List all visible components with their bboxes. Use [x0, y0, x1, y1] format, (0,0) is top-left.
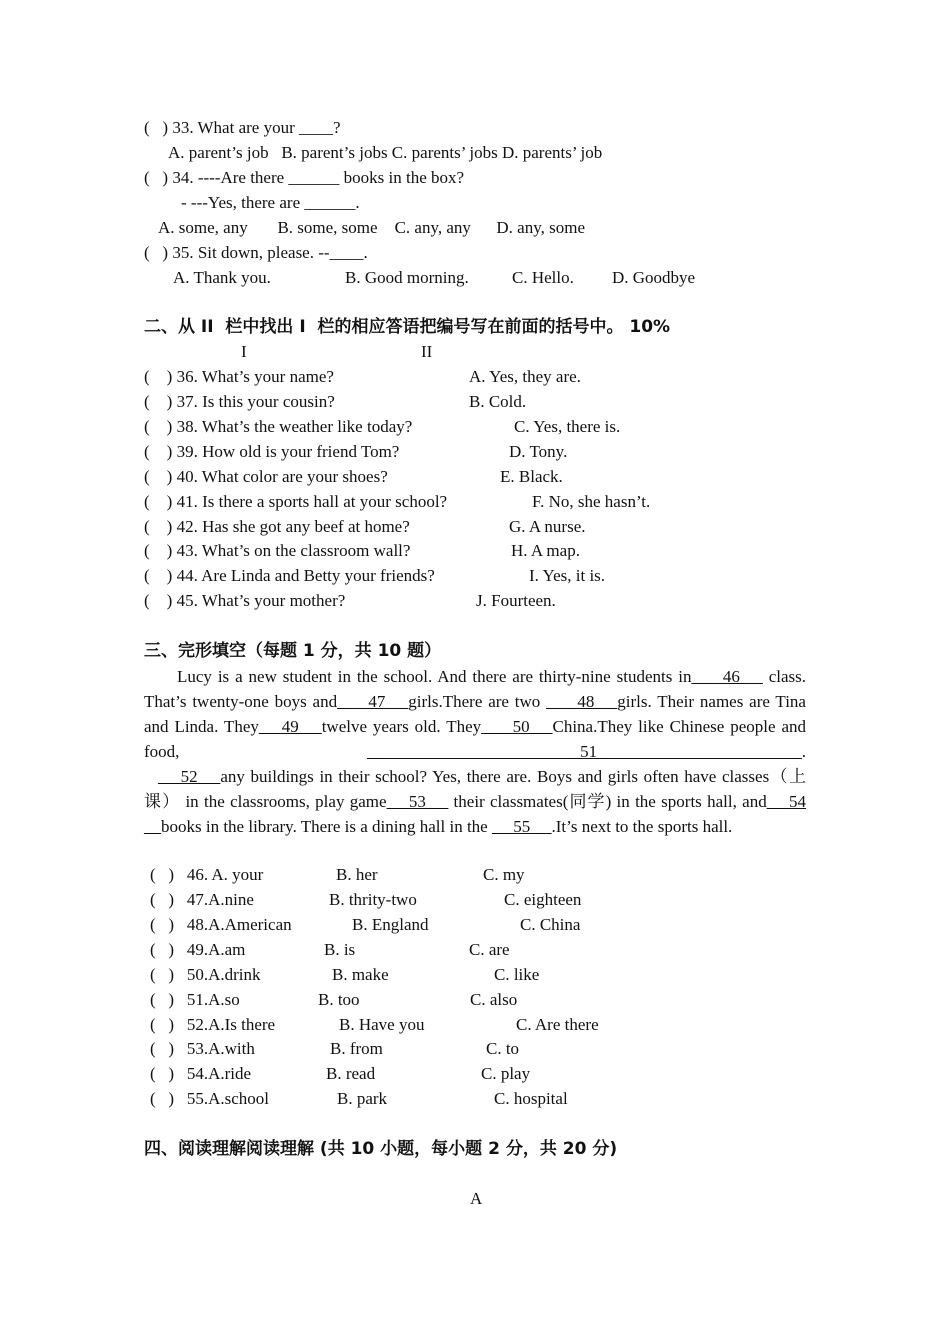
blank-51: __ _51_ _: [367, 742, 802, 761]
blank-54: __ 54 __: [144, 792, 807, 836]
matching-question: ( ) 36. What’s your name?: [144, 367, 334, 386]
cloze-item-option-a: ( ) 52.A.Is there: [150, 1015, 276, 1034]
matching-answer: C. Yes, there is.: [514, 417, 621, 436]
matching-answer: B. Cold.: [469, 392, 527, 411]
matching-answer: G. A nurse.: [509, 517, 586, 536]
matching-answer: F. No, she hasn’t.: [532, 492, 651, 511]
question-33-options: A. parent’s job B. parent’s jobs C. parents’ jobs D. parents’ job: [168, 143, 603, 162]
question-35-option-a: A. Thank you.: [173, 268, 271, 287]
cloze-item-option-c: C. also: [470, 990, 518, 1009]
cloze-item-option-c: C. China: [520, 915, 581, 934]
cloze-item-option-b: B. too: [318, 990, 360, 1009]
matching-question: ( ) 43. What’s on the classroom wall?: [144, 541, 411, 560]
matching-answer: H. A map.: [511, 541, 580, 560]
blank-47: __ _47_ _: [337, 692, 409, 711]
cloze-item-option-a: ( ) 47.A.nine: [150, 890, 254, 909]
matching-answer: I. Yes, it is.: [529, 566, 606, 585]
cloze-item-option-c: C. Are there: [516, 1015, 599, 1034]
column-2-label: II: [421, 342, 433, 361]
cloze-item-option-c: C. hospital: [494, 1089, 568, 1108]
cloze-item-option-b: B. her: [336, 865, 378, 884]
matching-question: ( ) 45. What’s your mother?: [144, 591, 346, 610]
cloze-item-option-c: C. are: [469, 940, 510, 959]
matching-question: ( ) 38. What’s the weather like today?: [144, 417, 413, 436]
blank-48: __ _48_ _: [546, 692, 618, 711]
section-4-heading: 四、阅读理解阅读理解 (共 10 小题，每小题 2 分，共 20 分): [144, 1139, 618, 1159]
blank-50: __ _50_ _: [481, 717, 553, 736]
blank-49: __ 49 __: [258, 717, 322, 736]
cloze-item-option-b: B. read: [326, 1064, 376, 1083]
cloze-item-option-c: C. like: [494, 965, 540, 984]
cloze-item-option-b: B. is: [324, 940, 356, 959]
question-35: ( ) 35. Sit down, please. --____.: [144, 243, 368, 262]
cloze-item-option-b: B. make: [332, 965, 389, 984]
matching-answer: J. Fourteen.: [476, 591, 556, 610]
cloze-item-option-c: C. play: [481, 1064, 531, 1083]
cloze-item-option-b: B. park: [337, 1089, 388, 1108]
blank-55: __ 55 __: [491, 817, 552, 836]
matching-question: ( ) 42. Has she got any beef at home?: [144, 517, 410, 536]
cloze-item-option-a: ( ) 48.A.American: [150, 915, 292, 934]
blank-53: __ 53 __: [386, 792, 449, 811]
cloze-item-option-a: ( ) 46. A. your: [150, 865, 264, 884]
cloze-item-option-c: C. eighteen: [504, 890, 582, 909]
section-2-heading: 二、从 II 栏中找出 I 栏的相应答语把编号写在前面的括号中。 10%: [144, 317, 671, 337]
cloze-item-option-a: ( ) 53.A.with: [150, 1039, 255, 1058]
cloze-item-option-c: C. to: [486, 1039, 520, 1058]
question-34-options: A. some, any B. some, some C. any, any D. any, some: [158, 218, 585, 237]
cloze-item-option-c: C. my: [483, 865, 525, 884]
column-1-label: I: [241, 342, 247, 361]
matching-question: ( ) 41. Is there a sports hall at your school?: [144, 492, 448, 511]
cloze-item-option-a: ( ) 54.A.ride: [150, 1064, 252, 1083]
question-35-option-b: B. Good morning.: [345, 268, 469, 287]
cloze-paragraph-2: __ 52 __any buildings in their school? Yes, there are. Boys and girls often have classes（上课） in the classrooms, play game__ 53 __ their classmates(同学) in the sports hall, and__ 54 __books in the library. There is a dining hall in the __ 55 __.It’s next to the sports hall.: [144, 767, 807, 836]
cloze-item-option-a: ( ) 50.A.drink: [150, 965, 261, 984]
cloze-item-option-b: B. England: [352, 915, 429, 934]
matching-question: ( ) 39. How old is your friend Tom?: [144, 442, 400, 461]
matching-question: ( ) 44. Are Linda and Betty your friends?: [144, 566, 435, 585]
blank-46: __ _46_ _: [691, 667, 763, 686]
blank-52: __ 52 __: [158, 767, 221, 786]
matching-answer: A. Yes, they are.: [469, 367, 581, 386]
matching-question: ( ) 37. Is this your cousin?: [144, 392, 335, 411]
matching-answer: E. Black.: [500, 467, 563, 486]
cloze-item-option-b: B. from: [330, 1039, 383, 1058]
question-35-option-d: D. Goodbye: [612, 268, 696, 287]
passage-label: A: [470, 1189, 483, 1208]
cloze-paragraph-1: Lucy is a new student in the school. And there are thirty-nine students in__ _46_ _ class. That’s twenty-one boys and__ _47_ _girls.There are two __ _48_ _girls. Their names are Tina and Linda. They__ 49 __twelve years old. They__ _50_ _China.They like Chinese people and food, __ _51_ _.: [144, 667, 807, 761]
cloze-item-option-a: ( ) 55.A.school: [150, 1089, 269, 1108]
cloze-item-option-a: ( ) 49.A.am: [150, 940, 246, 959]
question-34: ( ) 34. ----Are there ______ books in the box?: [144, 168, 465, 187]
cloze-item-option-a: ( ) 51.A.so: [150, 990, 240, 1009]
question-34-reply: - ---Yes, there are ______.: [181, 193, 360, 212]
cloze-item-option-b: B. Have you: [339, 1015, 425, 1034]
cloze-item-option-b: B. thrity-two: [329, 890, 417, 909]
section-3-heading: 三、完形填空（每题 1 分，共 10 题）: [144, 641, 442, 661]
matching-answer: D. Tony.: [509, 442, 568, 461]
question-35-option-c: C. Hello.: [512, 268, 574, 287]
question-33: ( ) 33. What are your ____?: [144, 118, 341, 137]
matching-question: ( ) 40. What color are your shoes?: [144, 467, 388, 486]
